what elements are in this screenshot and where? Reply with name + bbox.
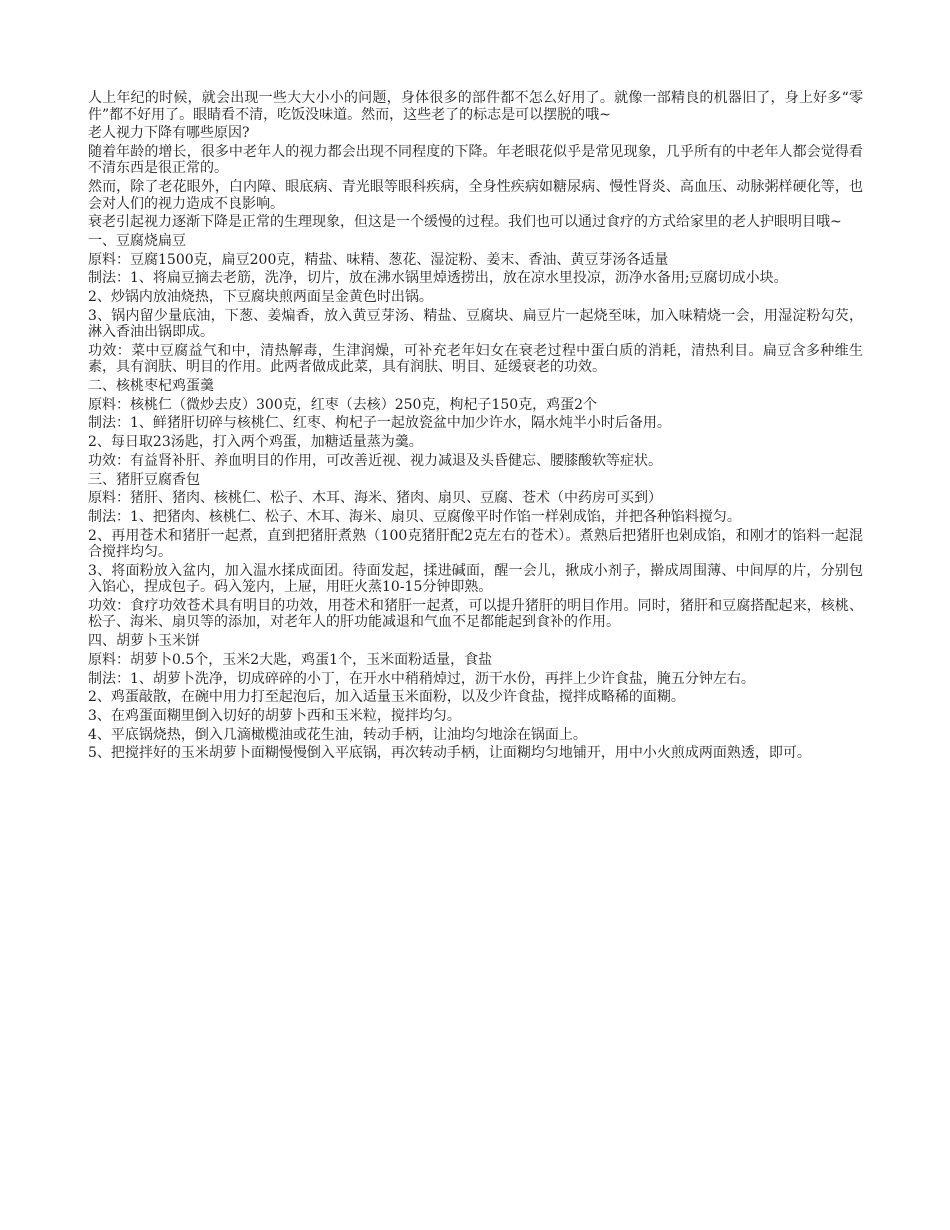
- intro-paragraph: 人上年纪的时候，就会出现一些大大小小的问题，身体很多的部件都不怎么好用了。就像一部精良的机器旧了，身上好多“零件”都不好用了。眼睛看不清，吃饭没味道。然而，这些老了的标志是可以摆脱的哦~: [88, 90, 863, 123]
- recipe-1-step-3: 3、锅内留少量底油，下葱、姜煸香，放入黄豆芽汤、精盐、豆腐块、扁豆片一起烧至味，加入味精烧一会，用湿淀粉勾芡，淋入香油出锅即成。: [88, 307, 863, 341]
- recipe-4-step-4: 4、平底锅烧热，倒入几滴橄榄油或花生油，转动手柄，让油均匀地涂在锅面上。: [88, 726, 587, 743]
- recipe-3-step-1: 制法：1、把猪肉、核桃仁、松子、木耳、海米、扇贝、豆腐像平时作馅一样剁成馅，并把各种馅料搅匀。: [88, 508, 741, 525]
- recipe-4-step-2: 2、鸡蛋敲散，在碗中用力打至起泡后，加入适量玉米面粉，以及少许食盐，搅拌成略稀的面糊。: [88, 689, 685, 706]
- recipe-1-step-2: 2、炒锅内放油烧热，下豆腐块煎两面呈金黄色时出锅。: [88, 289, 433, 305]
- recipe-4-step-3: 3、在鸡蛋面糊里倒入切好的胡萝卜西和玉米粒，搅拌均匀。: [88, 707, 461, 724]
- recipe-1-ingredients: 原料：豆腐1500克，扁豆200克，精盐、味精、葱花、湿淀粉、姜末、香油、黄豆芽汤各适量: [88, 251, 669, 268]
- recipe-2-ingredients: 原料：核桃仁（微炒去皮）300克，红枣（去核）250克，枸杞子150克，鸡蛋2个: [88, 396, 598, 413]
- recipe-1-effect: 功效：菜中豆腐益气和中，清热解毒，生津润燥，可补充老年妇女在衰老过程中蛋白质的消耗，清热利目。扁豆含多种维生素，具有润肤、明目的作用。此两者做成此菜，具有润肤、明目、延缓衰老的功效。: [88, 342, 863, 376]
- recipe-4-step-1: 制法：1、胡萝卜洗净，切成碎碎的小丁，在开水中稍稍焯过，沥干水份，再拌上少许食盐，腌五分钟左右。: [88, 670, 755, 687]
- cause-paragraph-3: 衰老引起视力逐渐下降是正常的生理现象，但这是一个缓慢的过程。我们也可以通过食疗的方式给家里的老人护眼明目哦~: [88, 214, 842, 231]
- recipe-3-step-3: 3、将面粉放入盆内，加入温水揉成面团。待面发起，揉进碱面，醒一会儿，揪成小剂子，擀成周围薄、中间厚的片，分别包入馅心，捏成包子。码入笼内，上屉，用旺火蒸10-15分钟即熟。: [88, 562, 863, 596]
- cause-paragraph-2: 然而，除了老花眼外，白内障、眼底病、青光眼等眼科疾病，全身性疾病如糖尿病、慢性肾炎、高血压、动脉粥样硬化等，也会对人们的视力造成不良影响。: [88, 179, 863, 212]
- recipe-3-ingredients: 原料：猪肝、猪肉、核桃仁、松子、木耳、海米、猪肉、扇贝、豆腐、苍术（中药房可买到）: [88, 490, 662, 507]
- recipe-3-effect: 功效：食疗功效苍术具有明目的功效，用苍术和猪肝一起煮，可以提升猪肝的明目作用。同时，猪肝和豆腐搭配起来，核桃、松子、海米、扇贝等的添加，对老年人的肝功能减退和气血不足都能起到食补的作用。: [88, 597, 863, 631]
- document-body: [88, 90, 863, 764]
- recipe-4-ingredients: 原料：胡萝卜0.5个，玉米2大匙，鸡蛋1个，玉米面粉适量，食盐: [88, 651, 493, 668]
- recipe-1-title: 一、豆腐烧扁豆: [88, 232, 186, 249]
- recipe-2-effect: 功效：有益肾补肝、养血明目的作用，可改善近视、视力减退及头昏健忘、腰膝酸软等症状。: [88, 452, 662, 469]
- recipe-2-step-1: 制法：1、鲜猪肝切碎与核桃仁、红枣、枸杞子一起放瓷盆中加少许水，隔水炖半小时后备用。: [88, 415, 671, 432]
- question-heading: 老人视力下降有哪些原因?: [88, 125, 250, 142]
- recipe-3-step-2: 2、再用苍术和猪肝一起煮，直到把猪肝煮熟（100克猪肝配2克左右的苍术）。煮熟后把猪肝也剁成馅，和刚才的馅料一起混合搅拌均匀。: [88, 527, 863, 561]
- recipe-4-step-5: 5、把搅拌好的玉米胡萝卜面糊慢慢倒入平底锅，再次转动手柄，让面糊均匀地铺开，用中小火煎成两面熟透，即可。: [88, 745, 811, 762]
- recipe-2-step-2: 2、每日取23汤匙，打入两个鸡蛋，加糖适量蒸为羹。: [88, 434, 423, 451]
- recipe-3-title: 三、猪肝豆腐香包: [88, 471, 200, 488]
- recipe-2-title: 二、核桃枣杞鸡蛋羹: [88, 378, 214, 395]
- recipe-1-step-1: 制法：1、将扁豆摘去老筋，洗净，切片，放在沸水锅里焯透捞出，放在凉水里投凉，沥净水备用;豆腐切成小块。: [88, 270, 788, 287]
- cause-paragraph-1: 随着年龄的增长，很多中老年人的视力都会出现不同程度的下降。年老眼花似乎是常见现象，几乎所有的中老年人都会觉得看不清东西是很正常的。: [88, 143, 863, 177]
- recipe-4-title: 四、胡萝卜玉米饼: [88, 633, 200, 650]
